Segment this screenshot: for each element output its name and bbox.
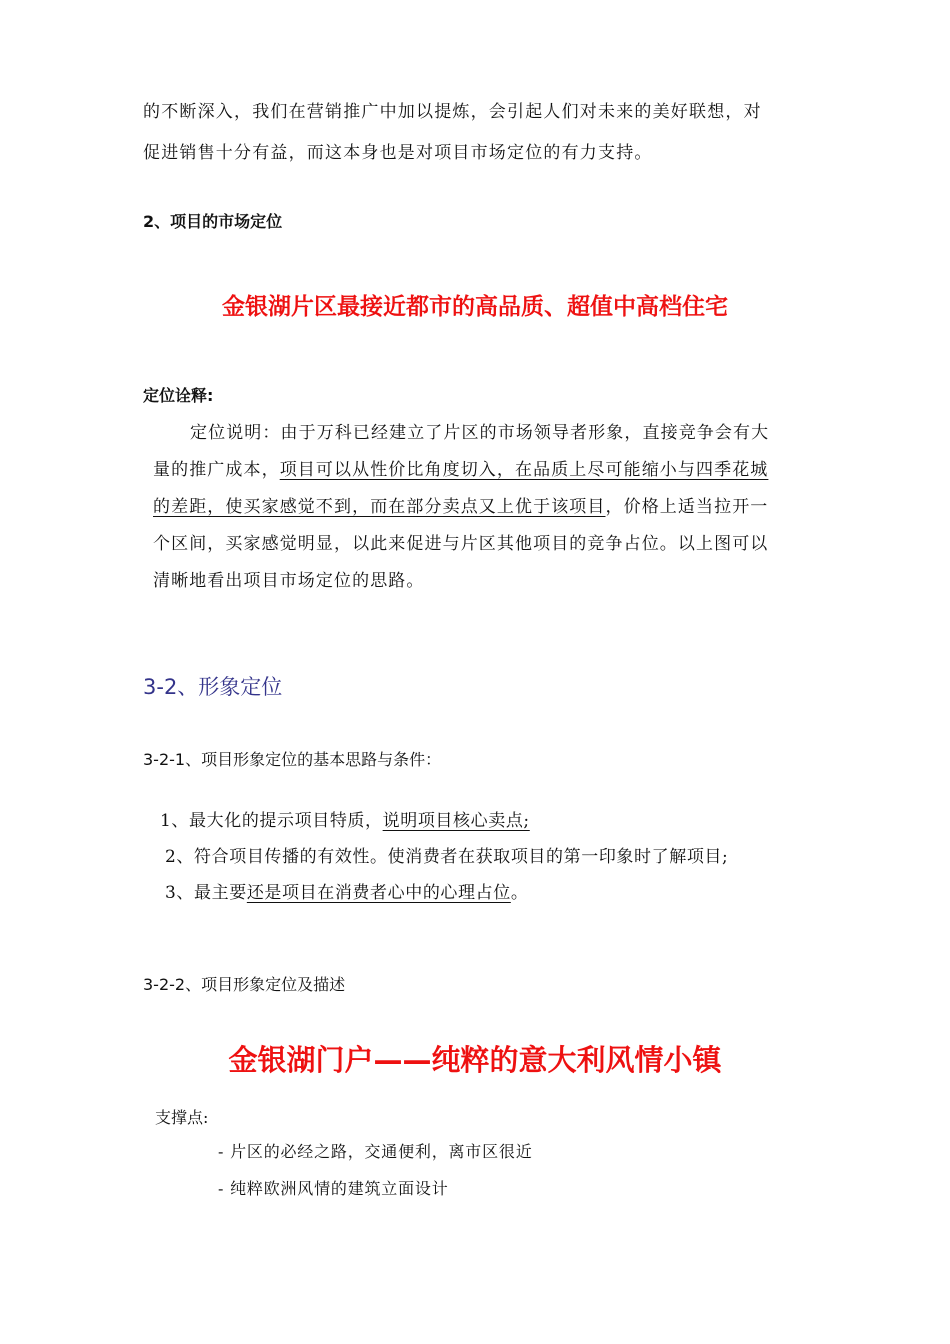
condition-item-1-plain: 1、最大化的提示项目特质， xyxy=(160,811,383,831)
explanation-line-3-plain: ，价格上适当拉开一 xyxy=(605,497,769,517)
condition-item-3-plain: 3、最主要 xyxy=(165,883,247,903)
section-3-2-2-title: 3-2-2、项目形象定位及描述 xyxy=(143,975,346,994)
explanation-line-5: 清晰地看出项目市场定位的思路。 xyxy=(153,571,425,591)
explanation-line-4: 个区间，买家感觉明显，以此来促进与片区其他项目的竞争占位。以上图可以 xyxy=(153,534,769,554)
section-2-title: 2、项目的市场定位 xyxy=(143,212,283,231)
explanation-line-2-underlined: 项目可以从性价比角度切入，在品质上尽可能缩小与四季花城 xyxy=(279,460,769,480)
condition-item-3-underlined: 还是项目在消费者心中的心理占位 xyxy=(246,883,511,903)
explanation-line-2-plain: 量的推广成本， xyxy=(153,460,280,480)
section-3-2-1-title: 3-2-1、项目形象定位的基本思路与条件： xyxy=(143,750,442,769)
explanation-label: 定位诠释: xyxy=(143,386,214,405)
positioning-slogan: 金银湖片区最接近都市的高品质、超值中高档住宅 xyxy=(222,294,728,320)
support-item-2: - 纯粹欧洲风情的建筑立面设计 xyxy=(218,1179,449,1198)
condition-item-1 xyxy=(160,810,530,832)
intro-line-2: 促进销售十分有益，而这本身也是对项目市场定位的有力支持。 xyxy=(143,143,653,163)
condition-item-1-underlined: 说明项目核心卖点; xyxy=(382,811,530,831)
explanation-line-1: 定位说明：由于万科已经建立了片区的市场领导者形象，直接竞争会有大 xyxy=(190,423,770,443)
support-label: 支撑点: xyxy=(155,1108,209,1127)
explanation-line-3 xyxy=(153,496,768,518)
section-3-2-title: 3-2、形象定位 xyxy=(143,675,283,699)
image-slogan: 金银湖门户——纯粹的意大利风情小镇 xyxy=(228,1043,722,1077)
explanation-line-2 xyxy=(153,459,768,481)
condition-item-2: 2、符合项目传播的有效性。使消费者在获取项目的第一印象时了解项目; xyxy=(165,847,729,867)
support-item-1: - 片区的必经之路，交通便利，离市区很近 xyxy=(218,1142,533,1161)
explanation-line-3-underlined: 的差距，使买家感觉不到，而在部分卖点又上优于该项目 xyxy=(153,497,606,517)
condition-item-3-end: 。 xyxy=(510,883,529,903)
intro-line-1: 的不断深入，我们在营销推广中加以提炼，会引起人们对未来的美好联想，对 xyxy=(143,102,762,122)
condition-item-3 xyxy=(165,882,528,904)
